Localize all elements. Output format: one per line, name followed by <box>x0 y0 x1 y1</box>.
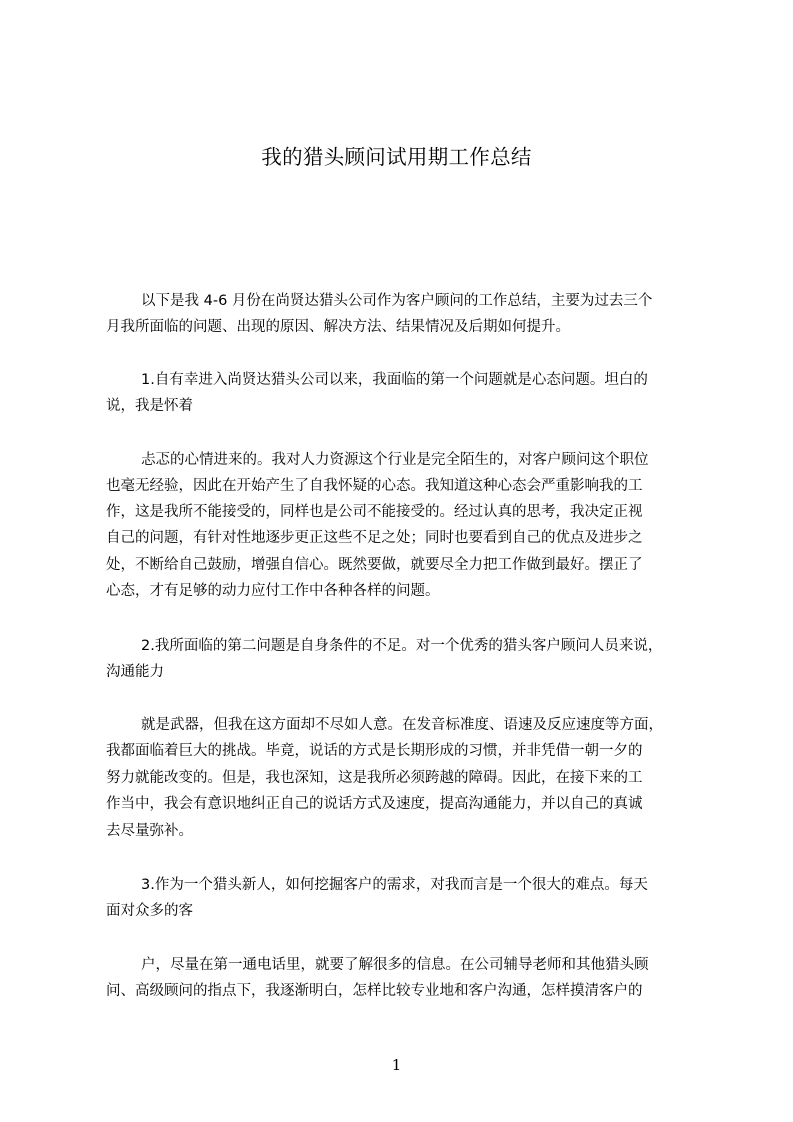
paragraph-3-line-3: 作，这是我所不能接受的，同样也是公司不能接受的。经过认真的思考，我决定正视 <box>106 504 643 520</box>
paragraph-3-line-5: 处，不断给自己鼓励，增强自信心。既然要做，就要尽全力把工作做到最好。摆正了 <box>106 557 643 573</box>
paragraph-5-line-4: 作当中，我会有意识地纠正自己的说话方式及速度，提高沟通能力，并以自己的真诚 <box>106 796 643 812</box>
paragraph-7-line-1: 户，尽量在第一通电话里，就要了解很多的信息。在公司辅导老师和其他猎头顾 <box>141 957 649 973</box>
paragraph-6-line-1: 3.作为一个猎头新人，如何挖掘客户的需求，对我而言是一个很大的难点。每天 <box>141 877 648 893</box>
paragraph-1-line-1: 以下是我 4-6 月份在尚贤达猎头公司作为客户顾问的工作总结，主要为过去三个 <box>141 293 653 309</box>
paragraph-4-line-1: 2.我所面临的第二问题是自身条件的不足。对一个优秀的猎头客户顾问人员来说， <box>141 638 663 654</box>
paragraph-4-line-2: 沟通能力 <box>106 664 164 680</box>
document-title: 我的猎头顾问试用期工作总结 <box>261 145 532 169</box>
paragraph-3-line-6: 心态，才有足够的动力应付工作中各种各样的问题。 <box>106 583 440 599</box>
paragraph-1-line-2: 月我所面临的问题、出现的原因、解决方法、结果情况及后期如何提升。 <box>106 319 570 335</box>
paragraph-2-line-2: 说，我是怀着 <box>106 398 193 414</box>
paragraph-2-line-1: 1.自有幸进入尚贤达猎头公司以来，我面临的第一个问题就是心态问题。坦白的 <box>141 372 648 388</box>
paragraph-3-line-4: 自己的问题，有针对性地逐步更正这些不足之处；同时也要看到自己的优点及进步之 <box>106 530 643 546</box>
paragraph-5-line-3: 努力就能改变的。但是，我也深知，这是我所必须跨越的障碍。因此，在接下来的工 <box>106 770 643 786</box>
paragraph-5-line-1: 就是武器，但我在这方面却不尽如人意。在发音标准度、语速及反应速度等方面， <box>141 717 663 733</box>
paragraph-3-line-1: 忐忑的心情进来的。我对人力资源这个行业是完全陌生的，对客户顾问这个职位 <box>141 452 649 468</box>
paragraph-7-line-2: 问、高级顾问的指点下，我逐渐明白，怎样比较专业地和客户沟通，怎样摸清客户的 <box>106 983 643 999</box>
paragraph-5-line-2: 我都面临着巨大的挑战。毕竟，说话的方式是长期形成的习惯，并非凭借一朝一夕的 <box>106 743 643 759</box>
paragraph-6-line-2: 面对众多的客 <box>106 903 193 919</box>
page-number: 1 <box>391 1056 402 1074</box>
paragraph-3-line-2: 也毫无经验，因此在开始产生了自我怀疑的心态。我知道这种心态会严重影响我的工 <box>106 478 643 494</box>
paragraph-5-line-5: 去尽量弥补。 <box>106 823 193 839</box>
